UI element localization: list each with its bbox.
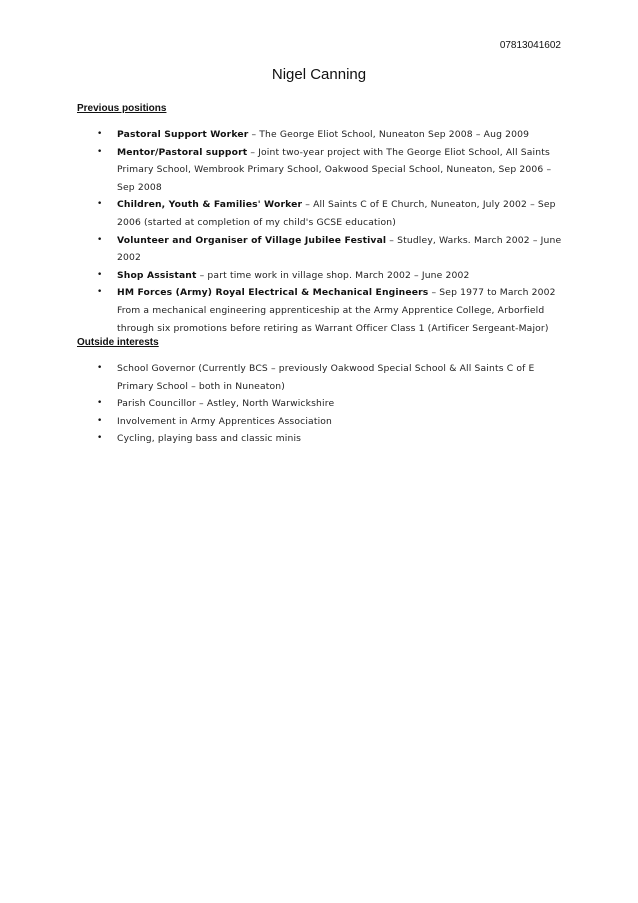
bullet-icon: • xyxy=(97,129,103,139)
bullet-icon: • xyxy=(97,363,103,373)
bullet-icon: • xyxy=(97,398,103,409)
position-item xyxy=(97,284,565,337)
outside-interests-heading: Outside interests xyxy=(77,337,159,348)
interest-text: School Governor (Currently BCS – previously Oakwood Special School & All Saints C of E Primary School – both in Nuneaton) xyxy=(117,363,535,392)
position-detail: – Studley, Warks. March 2002 – June 2002 xyxy=(117,234,562,264)
previous-positions-heading: Previous positions xyxy=(77,103,167,114)
interest-item xyxy=(97,395,565,413)
position-title: Volunteer and Organiser of Village Jubilee Festival xyxy=(117,234,387,246)
interest-item xyxy=(97,413,565,431)
position-title: Children, Youth & Families' Worker xyxy=(117,199,303,211)
position-detail: – Joint two-year project with The George Eliot School, All Saints Primary School, Wembrook Primary School, Oakwood Special School, Nuneaton, Sep 2006 – Sep 2008 xyxy=(117,146,552,193)
person-name: Nigel Canning xyxy=(271,66,367,83)
previous-positions-list xyxy=(97,126,565,337)
position-detail: – Sep 1977 to March 2002 From a mechanical engineering apprenticeship at the Army Apprentice College, Arborfield through six promotions before retiring as Warrant Officer Class 1 (Artificer Sergeant-Major) xyxy=(117,287,556,334)
bullet-icon: • xyxy=(97,415,103,426)
interest-item xyxy=(97,430,565,448)
bullet-icon: • xyxy=(97,234,103,245)
bullet-icon: • xyxy=(97,287,103,298)
position-title: HM Forces (Army) Royal Electrical & Mechanical Engineers xyxy=(117,287,429,299)
interest-text: Cycling, playing bass and classic minis xyxy=(117,433,302,445)
interest-text: Parish Councillor – Astley, North Warwickshire xyxy=(117,398,335,410)
position-item xyxy=(97,144,565,197)
position-item xyxy=(97,267,565,285)
position-detail: – The George Eliot School, Nuneaton Sep 2008 – Aug 2009 xyxy=(248,129,530,140)
position-detail: – All Saints C of E Church, Nuneaton, July 2002 – Sep 2006 (started at completion of my child's GCSE education) xyxy=(117,199,556,228)
position-item xyxy=(97,126,565,144)
position-item xyxy=(97,232,565,267)
position-title: Shop Assistant xyxy=(117,269,197,281)
position-detail: – part time work in village shop. March 2002 – June 2002 xyxy=(196,269,470,281)
outside-interests-list xyxy=(97,360,565,448)
position-title: Pastoral Support Worker xyxy=(117,129,249,140)
interest-item xyxy=(97,360,565,395)
interest-text: Involvement in Army Apprentices Association xyxy=(117,415,333,427)
position-item xyxy=(97,196,565,231)
bullet-icon: • xyxy=(97,269,103,280)
bullet-icon: • xyxy=(97,146,103,157)
bullet-icon: • xyxy=(97,433,103,444)
phone-number: 07813041602 xyxy=(499,40,561,51)
position-title: Mentor/Pastoral support xyxy=(117,146,248,158)
bullet-icon: • xyxy=(97,199,103,210)
